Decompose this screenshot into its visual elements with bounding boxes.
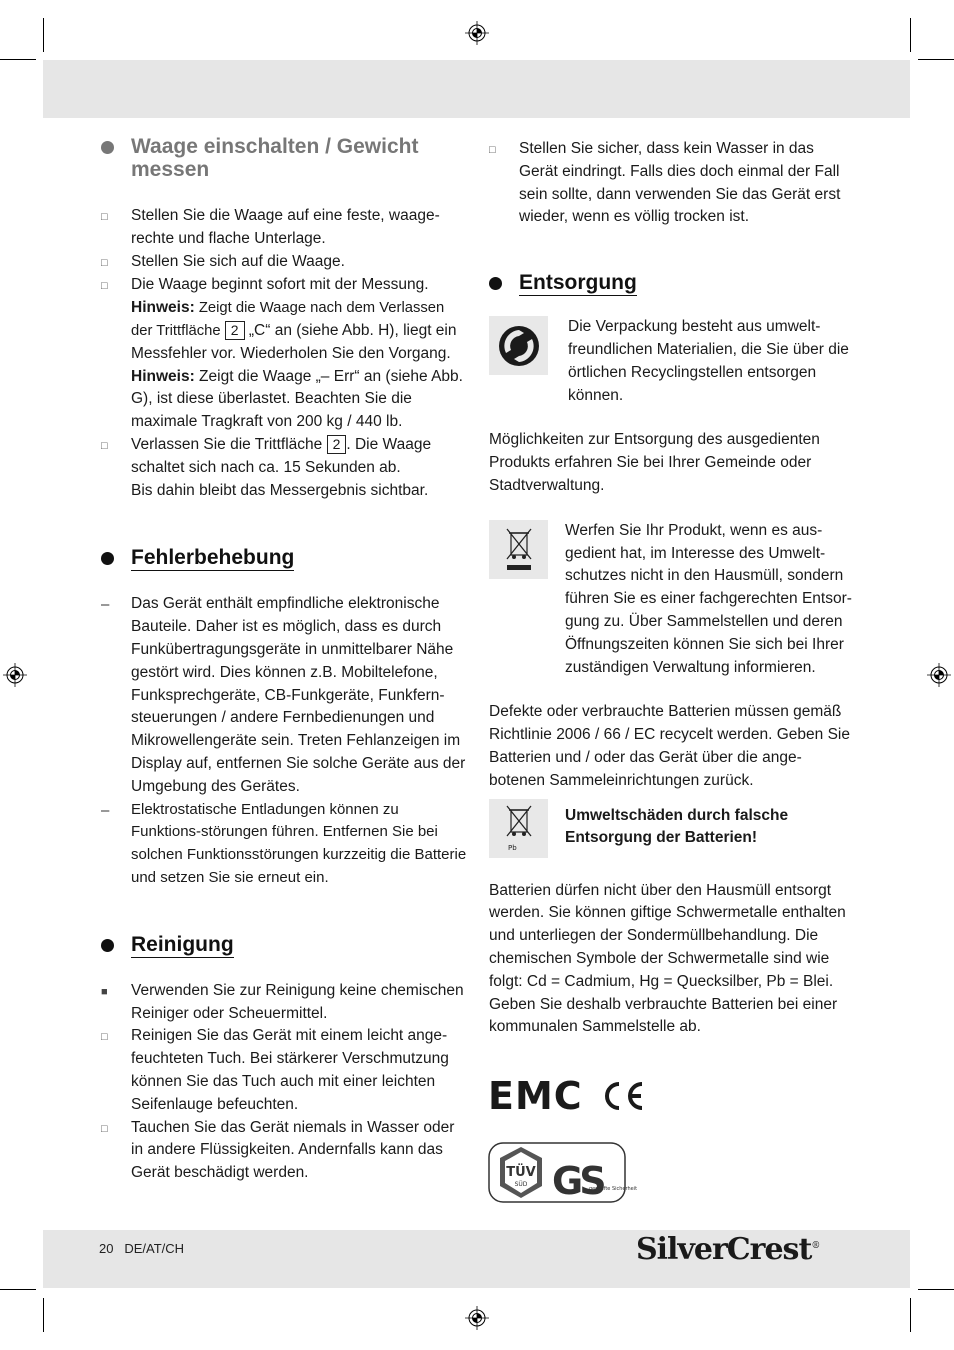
list-item: □ Reinigen Sie das Gerät mit einem leicht ange-feuchteten Tuch. Bei stärkerer Verschmutzung können Sie das Tuch auch mit einer leichten Seifenlauge befeuchten. [101,1025,469,1116]
list-item: – Elektrostatische Entladungen können zu Funktions-störungen führen. Entfernen Sie bei solchen Funktionsstörungen kurzzeitig die Batterie und setzen Sie sie erneut ein. [101,800,467,886]
hint-label: Hinweis: [131,367,195,385]
step-box: 2 [225,321,245,340]
registration-mark-icon [3,663,27,687]
svg-text:SÜD: SÜD [514,1181,528,1188]
crop-mark [43,1298,44,1332]
checkbox-bullet-icon: □ [101,211,108,223]
crossed-bin-pb-icon [489,799,548,858]
list-item: □ Tauchen Sie das Gerät niemals in Wasser oder in andere Flüssigkeiten. Andernfalls kann das Gerät beschädigt werden. [101,1117,469,1185]
list-item: ■ Verwenden Sie zur Reinigung keine chemischen Reiniger oder Scheuermittel. [101,980,469,1026]
heading-waage [101,135,469,181]
registration-mark-icon [465,21,489,45]
bullet-dot-icon [489,277,502,290]
left-column [101,135,469,1185]
crop-mark [0,59,36,60]
crossed-bin-icon [489,520,548,579]
checkbox-bullet-icon: □ [101,439,108,452]
disposal-paragraph: Möglichkeiten zur Entsorgung des ausgedienten Produkts erfahren Sie bei Ihrer Gemeinde oder Stadtverwaltung. [489,431,820,494]
locale-label: DE/AT/CH [124,1241,185,1256]
checkbox-bullet-icon: □ [101,1122,108,1135]
bullet-dot-icon [101,552,114,565]
crop-mark [918,1289,954,1290]
heading-reinigung: Reinigung [101,933,469,958]
ce-mark-icon [600,1080,646,1112]
registration-mark-icon [927,663,951,687]
checkbox-bullet-icon: □ [101,256,108,269]
bullet-dot-icon [101,939,114,952]
crop-mark [910,18,911,52]
heading-waage-line2: messen [131,158,210,181]
tuv-gs-mark [488,1142,638,1204]
step-box: 2 [327,435,347,454]
list-item: □ Die Waage beginnt sofort mit der Messung. Hinweis: Zeigt die Waage nach dem Verlassen der Trittfläche 2 „C“ an (siehe Abb. H), liegt ein Messfehler vor. Wiederholen Sie den Vorgang. Hinweis: Zeigt die Waage „– Err“ an (siehe Abb. G), ist diese überlastet. Beachten Sie die maximale Tragkraft von 200 kg / 440 lb. [101,274,469,434]
crop-mark [910,1298,911,1332]
crop-mark [0,1289,36,1290]
hint-label: Hinweis: [131,299,195,317]
checkbox-bullet-icon: □ [489,144,496,156]
list-item: □ Verlassen Sie die Trittfläche 2 . Die Waage schaltet sich nach ca. 15 Sekunden ab. Bis dahin bleibt das Messergebnis sichtbar. [101,434,469,502]
crop-mark [43,18,44,52]
list-item: □ Stellen Sie sich auf die Waage. [101,251,469,275]
green-dot-recycling-icon [489,316,548,375]
list-item: □ Stellen Sie die Waage auf eine feste, waage-rechte und flache Unterlage. [101,205,469,251]
square-bullet-icon: ■ [101,985,108,998]
pb-label: Pb [507,844,517,853]
heading-entsorgung: Entsorgung [489,271,855,296]
registration-mark-icon [465,1306,489,1330]
battery-warning-text: Umweltschäden durch falsche Entsorgung der Batterien! [565,806,789,847]
page-footer [99,1241,184,1256]
heavy-metals-paragraph: Batterien dürfen nicht über den Hausmüll entsorgt werden. Sie können giftige Schwermetalle enthalten und unterliegen der Sondermüllbehandlung. Die chemischen Symbole der Schwermetalle sind wie folgt: Cd = Cadmium, Hg = Quecksilber, Pb = Blei. Geben Sie deshalb verbrauchte Batterien bei einer kommunalen Sammelstelle ab. [489,881,846,1036]
heading-waage-line1: Waage einschalten / Gewicht [131,135,419,158]
right-column [489,138,855,1039]
checkbox-bullet-icon: □ [101,280,108,293]
brand-logo: SilverCrest® [636,1232,820,1267]
svg-text:GS: GS [552,1159,603,1203]
bullet-dot-icon [101,141,114,154]
battery-paragraph: Defekte oder verbrauchte Batterien müssen gemäß Richtlinie 2006 / 66 / EC recycelt werden. Geben Sie Batterien und / oder das Gerät über die ange-botenen Sammeleinrichtungen zurück. [489,703,850,789]
packaging-block: Die Verpackung besteht aus umwelt-freundlichen Materialien, die Sie über die örtlichen Recyclingstellen entsorgen können. [489,316,855,407]
list-item: – Das Gerät enthält empfindliche elektronische Bauteile. Daher ist es möglich, dass es durch Funkübertragungsgeräte in unmittelbarer Nähe gestört wird. Dies können z.B. Mobiltelefone, Funksprechgeräte, CB-Funkgeräte, Funkfern-steuerungen / andere Fernbedienungen und Mikrowellengeräte sein. Treten Fehlanzeigen im Display auf, entfernen Sie solche Geräte aus der Umgebung des Gerätes. [101,595,466,795]
heading-fehlerbehebung: Fehlerbehebung [101,546,469,571]
crop-mark [918,59,954,60]
battery-warning-block [489,799,855,858]
header-band [43,60,910,118]
svg-text:geprüfte Sicherheit: geprüfte Sicherheit [589,1186,638,1192]
checkbox-bullet-icon: □ [101,1031,108,1044]
list-item: □ Stellen Sie sicher, dass kein Wasser in das Gerät eindringt. Falls dies doch einmal der Fall sein sollte, dann verwenden Sie das Gerät erst wieder, wenn es völlig trocken ist. [489,138,855,229]
page-number: 20 [99,1241,114,1256]
emc-mark: EMC [488,1074,583,1118]
svg-text:TÜV: TÜV [506,1165,536,1180]
weee-block: Werfen Sie Ihr Produkt, wenn es aus-gedient hat, im Interesse des Umwelt-schutzes nicht in den Hausmüll, sondern führen Sie es einer fachgerechten Entsor-gung zu. Über Sammelstellen und deren Öffnungszeiten können Sie sich bei Ihrer zuständigen Verwaltung informieren. [489,520,855,680]
